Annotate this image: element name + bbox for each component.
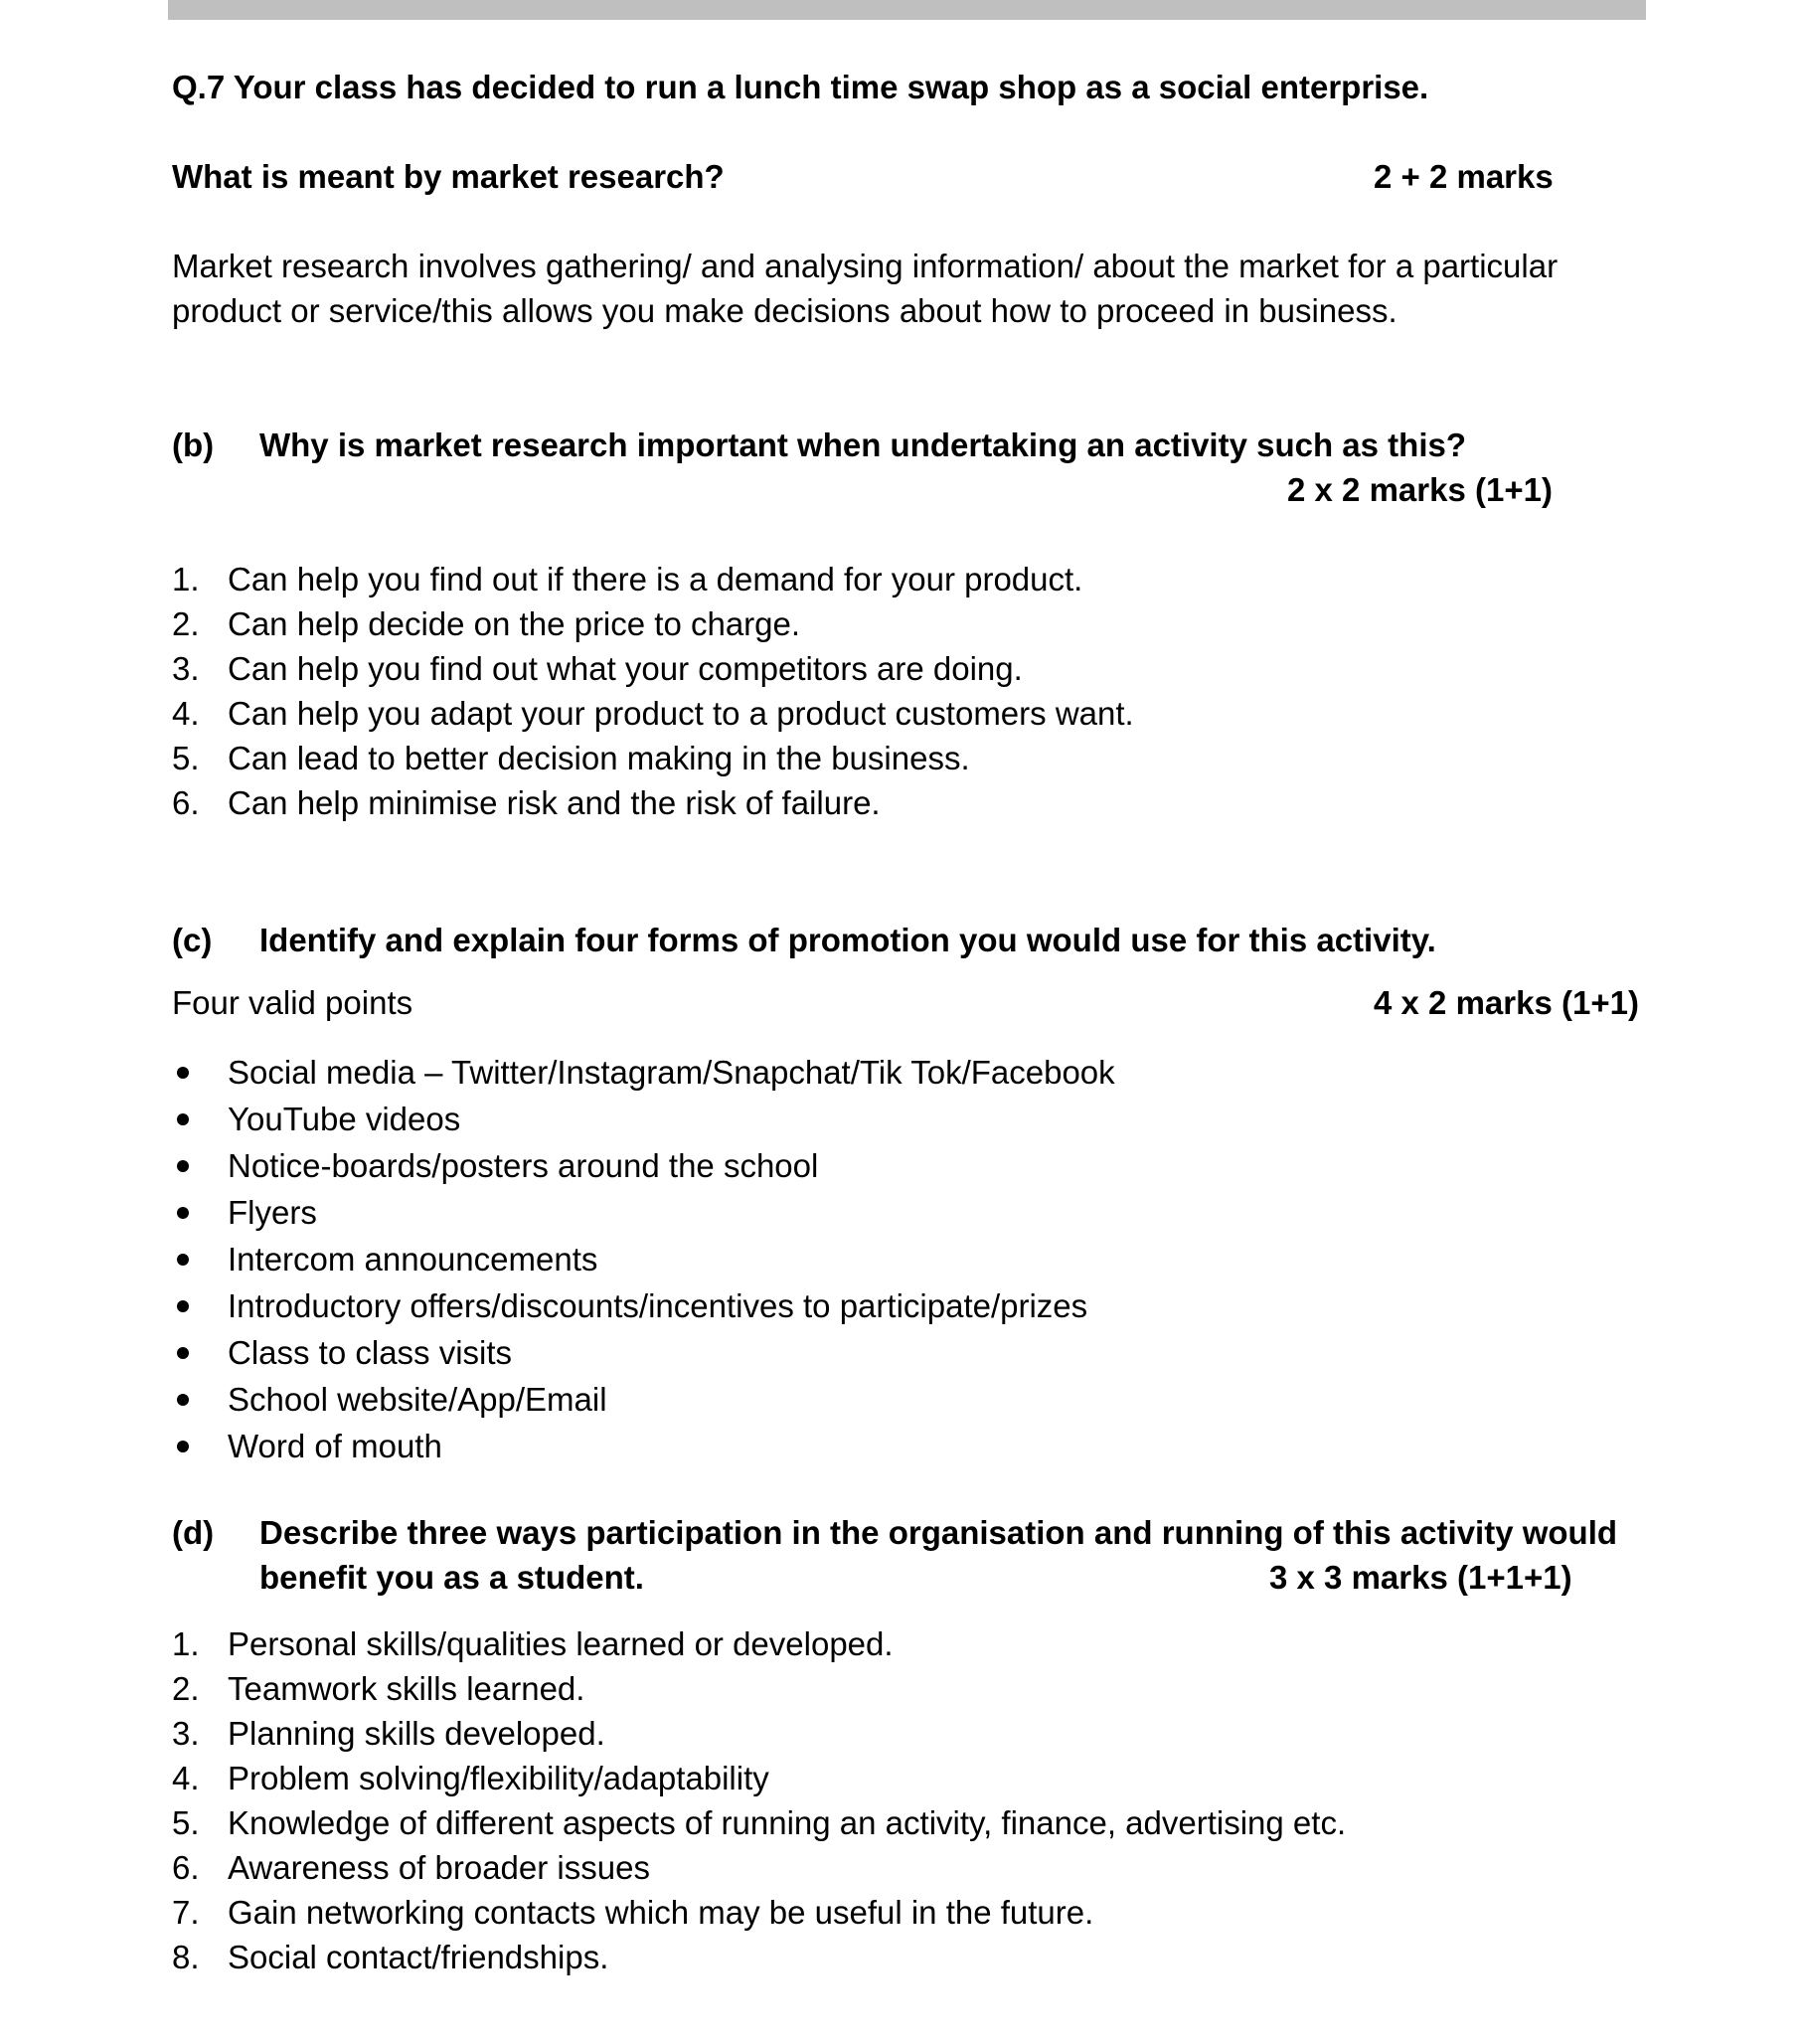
list-item: Class to class visits bbox=[228, 1334, 513, 1371]
question-title: Q.7 Your class has decided to run a lunch time swap shop as a social enterprise. bbox=[172, 69, 1429, 105]
bullet bbox=[177, 1113, 189, 1125]
list-number: 4. bbox=[172, 1760, 200, 1796]
list-item: Can help you find out if there is a demand for your product. bbox=[228, 561, 1083, 597]
list-number: 7. bbox=[172, 1894, 200, 1931]
list-item: Social contact/friendships. bbox=[228, 1939, 609, 1975]
list-item: Problem solving/flexibility/adaptability bbox=[228, 1760, 769, 1796]
question-b-label: (b) bbox=[172, 426, 215, 463]
bullet bbox=[177, 1254, 189, 1266]
list-number: 3. bbox=[172, 650, 200, 687]
header-bar bbox=[168, 0, 1646, 20]
list-number: 4. bbox=[172, 695, 200, 732]
list-number: 2. bbox=[172, 1670, 200, 1707]
list-number: 1. bbox=[172, 561, 200, 597]
bullet bbox=[177, 1347, 189, 1359]
list-number: 8. bbox=[172, 1939, 200, 1975]
bullet bbox=[177, 1207, 189, 1219]
bullet bbox=[177, 1441, 189, 1452]
list-number: 5. bbox=[172, 740, 200, 776]
question-d-text-line1: Describe three ways participation in the organisation and running of this activity would bbox=[259, 1514, 1618, 1551]
list-item: Awareness of broader issues bbox=[228, 1849, 650, 1886]
question-b-marks: 2 x 2 marks (1+1) bbox=[1287, 471, 1553, 508]
bullet bbox=[177, 1067, 189, 1079]
list-item: Personal skills/qualities learned or developed. bbox=[228, 1625, 894, 1662]
list-item: Can help decide on the price to charge. bbox=[228, 605, 801, 642]
list-number: 2. bbox=[172, 605, 200, 642]
question-c-marks: 4 x 2 marks (1+1) bbox=[1374, 984, 1639, 1021]
list-item: YouTube videos bbox=[228, 1101, 461, 1137]
answer-a-line1: Market research involves gathering/ and analysing information/ about the market for a particular bbox=[172, 248, 1559, 284]
list-item: Gain networking contacts which may be useful in the future. bbox=[228, 1894, 1094, 1931]
list-number: 6. bbox=[172, 1849, 200, 1886]
list-number: 1. bbox=[172, 1625, 200, 1662]
question-c-text: Identify and explain four forms of promotion you would use for this activity. bbox=[259, 922, 1436, 958]
bullet bbox=[177, 1160, 189, 1172]
bullet bbox=[177, 1300, 189, 1312]
bullet bbox=[177, 1394, 189, 1406]
question-a-text: What is meant by market research? bbox=[172, 158, 725, 195]
question-d-marks: 3 x 3 marks (1+1+1) bbox=[1269, 1559, 1572, 1596]
question-c-label: (c) bbox=[172, 922, 213, 958]
list-number: 6. bbox=[172, 784, 200, 821]
list-item: Social media – Twitter/Instagram/Snapchat/Tik Tok/Facebook bbox=[228, 1054, 1115, 1091]
list-item: Knowledge of different aspects of running an activity, finance, advertising etc. bbox=[228, 1804, 1347, 1841]
list-number: 5. bbox=[172, 1804, 200, 1841]
list-number: 3. bbox=[172, 1715, 200, 1752]
list-item: Can help you adapt your product to a product customers want. bbox=[228, 695, 1134, 732]
question-d-label: (d) bbox=[172, 1514, 215, 1551]
list-item: Planning skills developed. bbox=[228, 1715, 605, 1752]
list-item: Notice-boards/posters around the school bbox=[228, 1147, 819, 1184]
list-item: Can help you find out what your competitors are doing. bbox=[228, 650, 1023, 687]
list-item: Can help minimise risk and the risk of failure. bbox=[228, 784, 881, 821]
list-item: Word of mouth bbox=[228, 1428, 442, 1464]
list-item: Intercom announcements bbox=[228, 1241, 598, 1278]
answer-a-line2: product or service/this allows you make decisions about how to proceed in business. bbox=[172, 292, 1397, 329]
list-item: Can lead to better decision making in the business. bbox=[228, 740, 970, 776]
list-item: Teamwork skills learned. bbox=[228, 1670, 585, 1707]
question-d-text-line2: benefit you as a student. bbox=[259, 1559, 644, 1596]
list-item: School website/App/Email bbox=[228, 1381, 607, 1418]
question-a-marks: 2 + 2 marks bbox=[1374, 158, 1554, 195]
question-c-intro: Four valid points bbox=[172, 984, 413, 1021]
question-b-text: Why is market research important when undertaking an activity such as this? bbox=[259, 426, 1467, 463]
list-item: Introductory offers/discounts/incentives to participate/prizes bbox=[228, 1287, 1088, 1324]
list-item: Flyers bbox=[228, 1194, 317, 1231]
